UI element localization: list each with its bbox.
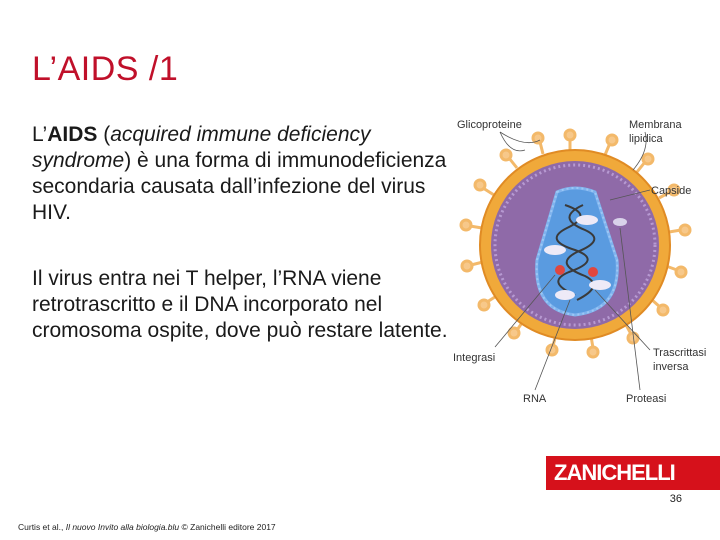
- intro-prefix: L’: [32, 123, 48, 146]
- label-glicoproteine: Glicoproteine: [457, 119, 522, 131]
- label-rna: RNA: [523, 393, 547, 405]
- reverse-transcriptase: [576, 215, 598, 225]
- protease: [613, 218, 627, 226]
- label-integrasi: Integrasi: [453, 352, 496, 364]
- footer-citation: [18, 522, 276, 532]
- intro-rest: ) è una forma di immunodeficienza secondaria causata dall’infezione del virus HIV.: [32, 149, 447, 224]
- label-membrana: Membrana: [629, 119, 682, 131]
- label-lipidica: lipidica: [629, 133, 663, 145]
- integrase: [555, 265, 565, 275]
- aids-expansion: acquired immune deficiency syndrome: [32, 123, 371, 172]
- label-capside: Capside: [651, 185, 692, 197]
- label-proteasi: Proteasi: [626, 393, 667, 405]
- slide-title: L’AIDS /1: [32, 50, 179, 88]
- zanichelli-logo: [546, 456, 720, 490]
- hiv-virus-diagram: [445, 110, 720, 410]
- intro-open-paren: (: [97, 123, 111, 146]
- label-inversa: inversa: [653, 361, 689, 373]
- brand-name: ZANICHELLI: [554, 460, 675, 485]
- aids-term: AIDS: [47, 123, 98, 146]
- infection-paragraph: Il virus entra nei T helper, l’RNA viene retrotrascritto e il DNA incorporato nel cromosoma ospite, dove può restare latente.: [32, 267, 448, 342]
- page-number: 36: [669, 493, 682, 505]
- footer-publisher: © Zanichelli editore 2017: [179, 522, 276, 532]
- label-trascrittasi: Trascrittasi: [653, 347, 707, 359]
- footer-authors: Curtis et al.,: [18, 522, 66, 532]
- footer-book: Il nuovo Invito alla biologia.blu: [65, 522, 180, 532]
- intro-paragraph: [32, 122, 452, 226]
